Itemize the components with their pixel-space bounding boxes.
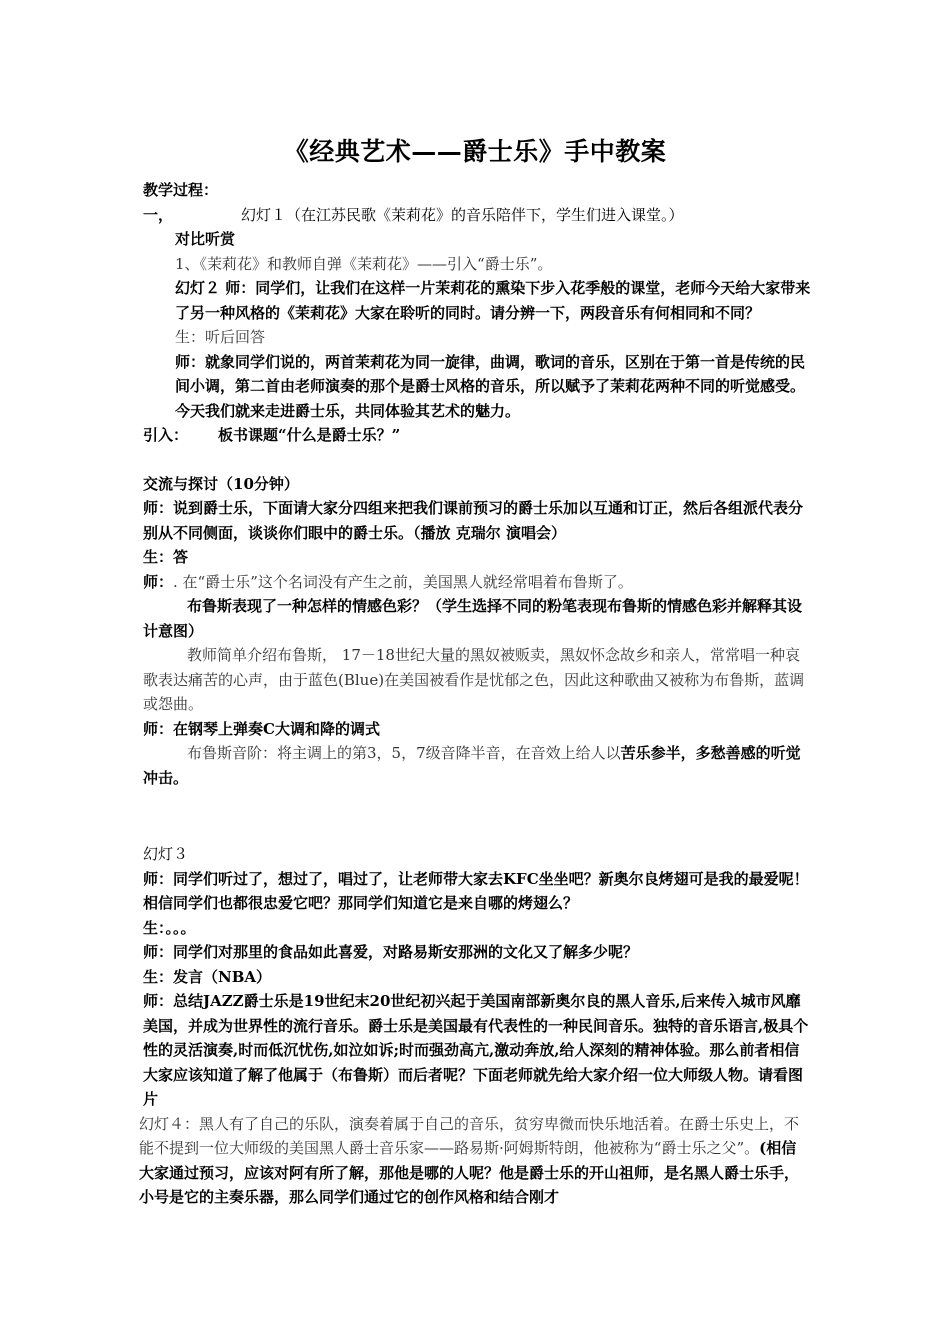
- paragraph-blues-emotion: 布鲁斯表现了一种怎样的情感色彩？（学生选择不同的粉笔表现布鲁斯的情感色彩并解释其设计意图）: [143, 597, 803, 640]
- slide-1-text: 幻灯１（在江苏民歌《茉莉花》的音乐陪伴下，学生们进入课堂。）: [241, 205, 684, 224]
- line-student-reply: 生：答: [143, 548, 189, 566]
- paragraph-slide-4: [139, 1112, 811, 1210]
- intro-text: 板书课题“什么是爵士乐？”: [218, 426, 401, 444]
- document-body: [139, 178, 811, 1210]
- document-title: 《经典艺术——爵士乐》手中教案: [283, 137, 667, 166]
- line-slide-1: [143, 203, 811, 228]
- paragraph-slide-2: 幻灯２ 师：同学们，让我们在这样一片茉莉花的熏染下步入花季般的课堂，老师今天给大家带来了另一种风格的《茉莉花》大家在聆听的同时。请分辨一下，两段音乐有何相同和不同？: [175, 279, 811, 322]
- line-introduction: [143, 423, 811, 448]
- line-intro-jazz: 1、《茉莉花》和教师自弹《茉莉花》——引入“爵士乐”。: [175, 254, 553, 273]
- line-slide-3: 幻灯３: [143, 845, 189, 863]
- subheading-compare: 对比听赏: [175, 230, 236, 248]
- blues-origin-text: . 在“爵士乐”这个名词没有产生之前，美国黑人就经常唱着布鲁斯了。: [173, 572, 633, 591]
- line-piano-demo: 师：在钢琴上弹奏C大调和降的调式: [143, 719, 380, 738]
- paragraph-kfc: 师：同学们听过了，想过了，唱过了，让老师带大家去KFC坐坐吧？新奥尔良烤翅可是我的最爱呢！相信同学们也都很忠爱它吧？那同学们知道它是来自哪的烤翅么？: [143, 869, 809, 912]
- line-blues-origin: [143, 570, 811, 595]
- slide-4-text: 幻灯４：黑人有了自己的乐队，演奏着属于自己的音乐，贫穷卑微而快乐地活着。在爵士乐史上，不能不提到一位大师级的美国黑人爵士音乐家——路易斯·阿姆斯特朗，他被称为“爵士乐之父”。: [139, 1114, 800, 1157]
- section-heading-discussion: 交流与探讨（10分钟）: [143, 474, 299, 493]
- section-heading-process: 教学过程：: [143, 181, 219, 199]
- teacher-label: 师：: [143, 572, 174, 591]
- paragraph-blues-scale: [143, 741, 811, 790]
- line-student-nba: 生：发言（NBA）: [143, 967, 272, 986]
- line-student-answer: 生：听后回答: [175, 328, 266, 346]
- blues-scale-text: 布鲁斯音阶：将主调上的第3，5，7级音降半音，在音效上给人以: [187, 744, 621, 762]
- line-louisiana: 师：同学们对那里的食品如此喜爱，对路易斯安那洲的文化又了解多少呢？: [143, 943, 639, 961]
- blues-scale-effect: 苦乐参半，多愁善感的听觉冲击。: [143, 744, 801, 787]
- slide-4-question: (相信大家通过预习，应该对阿有所了解，那他是哪的人呢？他是爵士乐的开山祖师，是名黑人爵士乐手，小号是它的主奏乐器，那么同学们通过它的创作风格和结合刚才: [139, 1139, 800, 1206]
- paragraph-jazz-summary: 师：总结JAZZ爵士乐是19世纪末20世纪初兴起于美国南部新奥尔良的黑人音乐,后来传入城市风靡美国，并成为世界性的流行音乐。爵士乐是美国最有代表性的一种民间音乐。独特的音乐语言,极具个性的灵活演奏,时而低沉忧伤,如泣如诉;时而强劲高亢,激动奔放,给人深刻的精神体验。那么前者相信大家应该知道了解了他属于（布鲁斯）而后者呢？下面老师就先给大家介绍一位大师级人物。请看图片: [143, 992, 809, 1108]
- paragraph-teacher-groups: 师：说到爵士乐，下面请大家分四组来把我们课前预习的爵士乐加以互通和订正，然后各组派代表分别从不同侧面，谈谈你们眼中的爵士乐。（播放 克瑞尔 演唱会）: [143, 499, 804, 542]
- line-student-dots: 生：。。。: [143, 918, 196, 937]
- paragraph-blues-history: 教师简单介绍布鲁斯， 17－18世纪大量的黑奴被贩卖，黑奴怀念故乡和亲人，常常唱一种哀歌表达痛苦的心声，由于蓝色(Blue)在美国被看作是忧郁之色，因此这种歌曲又被称为布鲁斯，蓝调或怨曲。: [143, 646, 805, 713]
- item-number: 一，: [143, 205, 174, 224]
- paragraph-teacher-summary: 师：就象同学们说的，两首茉莉花为同一旋律，曲调，歌词的音乐，区别在于第一首是传统的民间小调，第二首由老师演奏的那个是爵士风格的音乐，所以赋予了茉莉花两种不同的听觉感受。今天我们就来走进爵士乐，共同体验其艺术的魅力。: [175, 352, 806, 420]
- intro-label: 引入：: [143, 426, 189, 444]
